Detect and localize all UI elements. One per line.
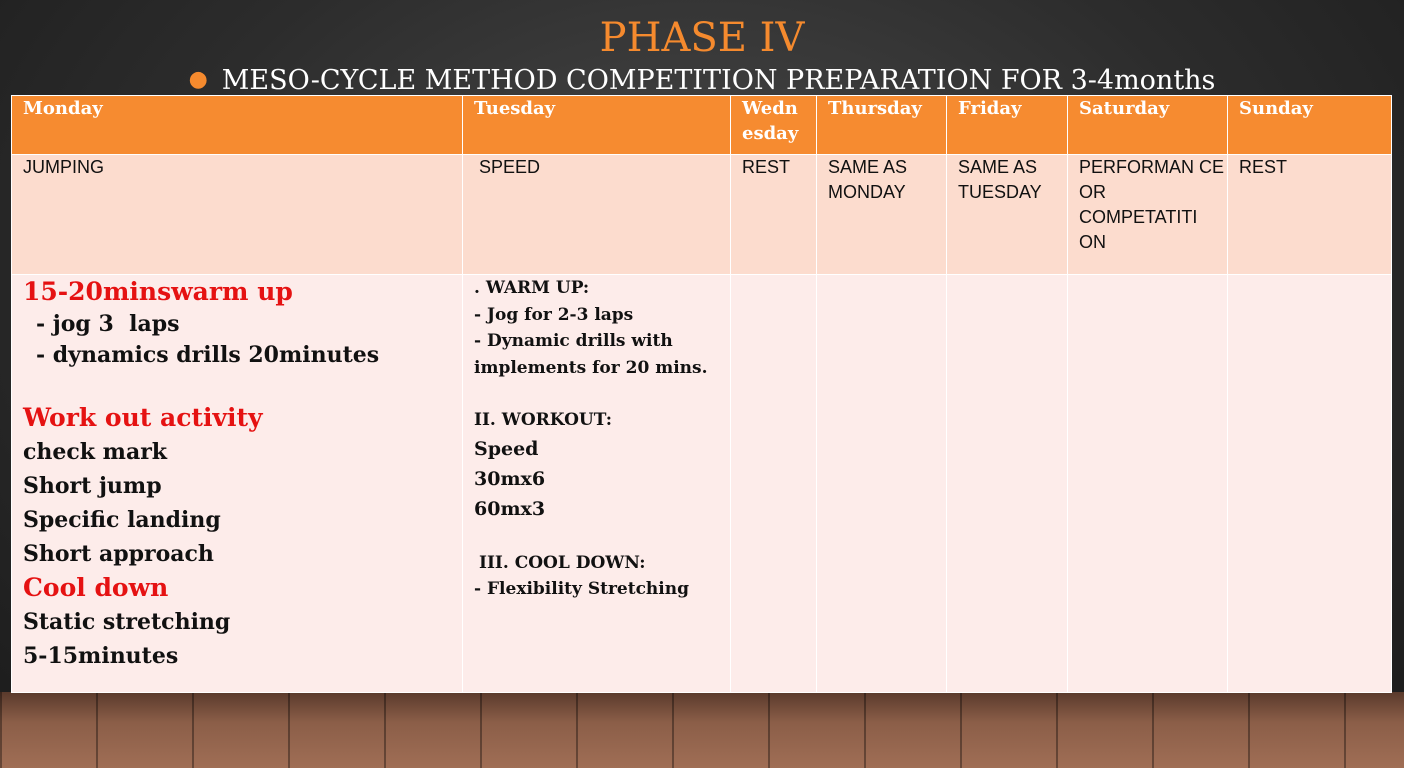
- tuesday-workout-heading: II. WORKOUT:: [474, 410, 613, 430]
- day-header-friday: Friday: [947, 96, 1068, 155]
- detail-sunday: [1228, 275, 1392, 693]
- subtitle-text: MESO-CYCLE METHOD COMPETITION PREPARATION FOR 3-4months: [221, 65, 1216, 96]
- monday-workout-item: check mark: [23, 439, 168, 465]
- focus-monday: JUMPING: [12, 155, 463, 275]
- focus-thursday: SAME AS MONDAY: [817, 155, 947, 275]
- monday-warmup-item: - dynamics drills 20minutes: [36, 342, 380, 368]
- day-header-monday: Monday: [12, 96, 463, 155]
- detail-row: [12, 275, 1392, 693]
- tuesday-workout-item: 60mx3: [474, 497, 546, 520]
- day-header-thursday: Thursday: [817, 96, 947, 155]
- tuesday-warmup-item: - Dynamic drills with implements for 20 mins.: [474, 331, 708, 378]
- focus-row: [12, 155, 1392, 275]
- monday-cooldown-item: Static stretching: [23, 609, 231, 635]
- tuesday-warmup-heading: . WARM UP:: [474, 278, 590, 298]
- detail-friday: [947, 275, 1068, 693]
- focus-tuesday: SPEED: [463, 155, 731, 275]
- detail-tuesday: [463, 275, 731, 693]
- monday-cooldown-heading: Cool down: [23, 573, 169, 602]
- tuesday-warmup-item: - Jog for 2-3 laps: [474, 304, 634, 325]
- tuesday-cooldown-heading: III. COOL DOWN:: [479, 552, 646, 573]
- day-header-wednesday: Wedn esday: [731, 96, 817, 155]
- detail-monday: [12, 275, 463, 693]
- focus-sunday: REST: [1228, 155, 1392, 275]
- slide-title: PHASE IV: [599, 15, 805, 61]
- monday-warmup-item: - jog 3 laps: [36, 311, 180, 337]
- day-header-tuesday: Tuesday: [463, 96, 731, 155]
- monday-workout-item: Short jump: [23, 473, 162, 499]
- detail-wednesday: [731, 275, 817, 693]
- monday-cooldown-item: 5-15minutes: [23, 643, 179, 669]
- focus-friday: SAME AS TUESDAY: [947, 155, 1068, 275]
- wooden-floor: [0, 692, 1404, 768]
- bullet-icon: ●: [188, 67, 208, 92]
- monday-workout-item: Specific landing: [23, 507, 221, 533]
- schedule-table: [11, 95, 1392, 693]
- day-header-sunday: Sunday: [1228, 96, 1392, 155]
- monday-workout-item: Short approach: [23, 541, 214, 567]
- tuesday-workout-item: Speed: [474, 437, 539, 460]
- detail-thursday: [817, 275, 947, 693]
- detail-saturday: [1068, 275, 1228, 693]
- monday-workout-heading: Work out activity: [23, 403, 263, 432]
- tuesday-workout-item: 30mx6: [474, 467, 546, 490]
- header-row: [12, 96, 1392, 155]
- tuesday-cooldown-item: - Flexibility Stretching: [474, 579, 689, 599]
- focus-saturday: PERFORMAN CE OR COMPETATITI ON: [1068, 155, 1228, 275]
- day-header-saturday: Saturday: [1068, 96, 1228, 155]
- monday-warmup-heading: 15-20minswarm up: [23, 277, 293, 306]
- focus-wednesday: REST: [731, 155, 817, 275]
